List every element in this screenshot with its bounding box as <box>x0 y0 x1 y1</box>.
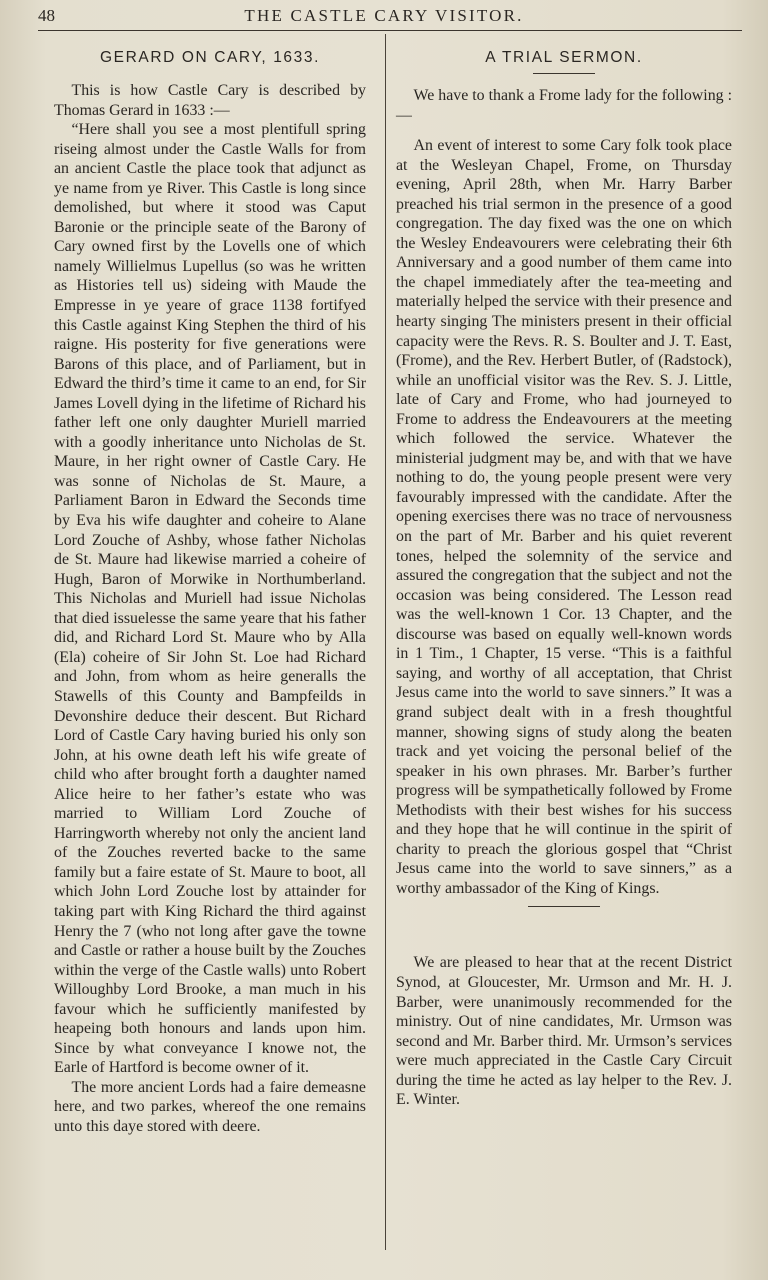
right-article-title: A TRIAL SERMON. <box>485 49 643 66</box>
right-column <box>396 44 732 1110</box>
section-gap <box>396 907 732 953</box>
left-article-body: “Here shall you see a most plentifull spring riseing almost under the Castle Walls for from an ancient Castle the place took that adjunct as ye name from ye River. This Castle is long since demolished, but where it stood was Caput Baronie or the principle seate of the Barony of Cary owned first by the Lovells one of which namely Willielmus Lupellus (so was he written as Histories tell us) sideing with Maude the Empresse in ye yeare of grace 1138 fortifyed this Castle against King Stephen the third of his raigne. His posterity for five generations were Barons of this place, and of Parliament, but in Edward the third’s time it came to an end, for Sir James Lovell dying in the lifetime of Richard his father left one only daughter Muriell married with a goodly inheritance unto Nicholas de St. Maure, in her right owner of Castle Cary. He was sonne of Nicholas de St. Maure, a Parliament Baron in Edward the Seconds time by Eva his wife daughter and coheire to Alane Lord Zouche of Ashby, whose father Nicholas de St. Maure had likewise married a coheire of Hugh, Baron of Morwike in Northumberland. This Nicholas and Muriell had issue Nicholas that died issuelesse the same yeare that his father did, and Richard Lord St. Maure who by Alla (Ela) coheire of Sir John St. Loe had Richard and John, from whom as heire generalls the Stawells of this County and Bampfeilds in Devonshire deduce their descent. But Richard Lord of Castle Cary having buried his only son John, at his owne death left his wife greate of child who after brought forth a daughter named Alice heire to her father’s estate who was married to William Lord Zouche of Harringworth whereby not only the ancient land of the Zouches reverted backe to the same family but a faire estate of St. Maure to boot, all which John Lord Zouche lost by attainder for taking part with King Richard the third against Henry the 7 (who not long after gave the towne and Castle or rather a house built by the Zouches within the verge of the Castle walls) unto Robert Willoughby Lord Brooke, a man much in his favour which he sufficiently manifested by heapeing both honours and lands upon him. Since by what conveyance I knowe not, the Earle of Hartford is become owner of it. <box>54 121 366 1077</box>
right-article-intro: We have to thank a Frome lady for the following :— <box>396 87 732 124</box>
page-number: 48 <box>38 6 55 25</box>
paragraph-gap <box>396 125 732 136</box>
synod-note: We are pleased to hear that at the recent District Synod, at Gloucester, Mr. Urmson and Mr. H. J. Barber, were unanimously recommended for the ministry. Out of nine candidates, Mr. Urmson was second and Mr. Barber third. Mr. Urmson’s services were much appreciated in the Castle Cary Circuit during the time he acted as lay helper to the Rev. J. E. Winter. <box>396 954 732 1109</box>
left-article-title: GERARD ON CARY, 1633. <box>100 49 320 66</box>
running-title: THE CASTLE CARY VISITOR. <box>244 6 524 25</box>
column-divider <box>385 34 386 1250</box>
page-header <box>30 2 738 28</box>
right-article-body: An event of interest to some Cary folk took place at the Wesleyan Chapel, Frome, on Thursday evening, April 28th, when Mr. Harry Barber preached his trial sermon in the presence of a good congregation. The day fixed was the one on which the Wesley Endeavourers were celebrating their 6th Anniversary and a good number of them came into the chapel immediately after the tea-meeting and materially helped the service with their presence and hearty singing The ministers present in their official capacity were the Revs. R. S. Boulter and J. T. East, (Frome), and the Rev. Herbert Butler, of (Radstock), while an unofficial visitor was the Rev. S. J. Little, late of Cary and Frome, who had journeyed to Frome to address the Endeavourers at the meeting which followed the service. Whatever the ministerial judgment may be, and with that we have nothing to do, the young people present were very favourably impressed with the candidate. After the opening exercises there was no trace of nervousness on the part of Mr. Barber and his quiet reverent tones, helped the solemnity of the service and assured the congregation that the subject and not the occasion was being considered. The Lesson read was the well-known 1 Cor. 13 Chapter, and the discourse was based on equally well-known words in 1 Tim., 1 Chapter, 15 verse. “This is a faithful saying, and worthy of all acceptation, that Christ Jesus came into the world to save sinners.” It was a grand subject dealt with in a fresh thoughtful manner, showing signs of study along the beaten track and yet voicing the personal belief of the speaker in his own phrases. Mr. Barber’s further progress will be sympathetically followed by Frome Methodists with their best wishes for his success and they hope that he will continue in the spirit of charity to preach the glorious gospel that “Christ Jesus came into the world to save sinners,” as a worthy ambassador of the King of Kings. <box>396 137 732 897</box>
left-article-closing: The more ancient Lords had a faire demeasne here, and two parkes, whereof the one remains unto this daye stored with deere. <box>54 1078 366 1135</box>
left-article-intro: This is how Castle Cary is described by Thomas Gerard in 1633 :— <box>54 82 366 119</box>
left-column <box>54 44 366 1137</box>
header-rule <box>38 30 742 31</box>
title-rule <box>533 73 595 74</box>
